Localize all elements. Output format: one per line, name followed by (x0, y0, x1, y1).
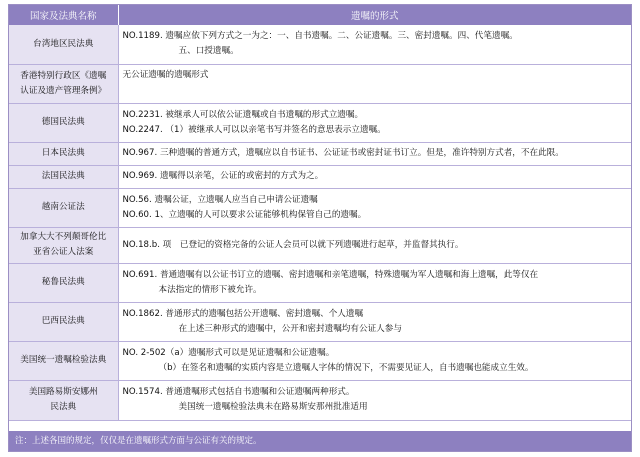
will-form-cell (118, 188, 631, 227)
will-form-text: 无公证遗嘱的遗嘱形式 (122, 69, 209, 80)
will-form-cell (118, 302, 631, 341)
will-form-text: 美国统一遗嘱检验法典未在路易斯安那州批准适用 (178, 402, 368, 412)
table-row (9, 25, 631, 64)
table-row (9, 103, 631, 142)
will-form-cell (118, 64, 631, 103)
country-name: 香港特别行政区《遗嘱 (20, 70, 107, 81)
will-form-text: 在上述三种形式的遗嘱中，公开和密封遗嘱均有公证人参与 (178, 323, 402, 334)
country-cell (9, 188, 118, 227)
country-name: 秘鲁民法典 (41, 277, 85, 287)
table-row (9, 380, 631, 420)
will-form-text: NO.18.b. 项 已登记的资格完备的公证人会员可以就下列遗嘱进行起草，并监督其执行。 (122, 239, 464, 250)
will-form-text: NO.967. 三种遗嘱的普通方式，遗嘱应以自书证书、公证证书或密封证书订立。但是，准许特别方式者，不在此限。 (122, 148, 564, 158)
country-name: 美国统一遗嘱检验法典 (20, 355, 107, 365)
table-footnote: 注：上述各国的规定，仅仅是在遗嘱形式方面与公证有关的规定。 (9, 431, 631, 451)
country-name: 民法典 (50, 402, 77, 412)
country-cell (9, 142, 118, 165)
will-form-text: NO.1189. 遗嘱应依下列方式之一为之：一、自书遗嘱。二、公证遗嘱。三、密封遗嘱。四、代笔遗嘱。 (122, 31, 518, 42)
will-form-cell (118, 165, 631, 188)
table-row (9, 188, 631, 227)
country-name: 越南公证法 (41, 202, 85, 212)
will-form-cell (118, 341, 631, 380)
table-header-row (9, 5, 631, 25)
will-form-text: NO.56. 遗嘱公证，立遗嘱人应当自己申请公证遗嘱 (122, 194, 318, 205)
country-name: 台湾地区民法典 (33, 38, 94, 49)
law-comparison-table (9, 5, 631, 421)
country-name: 亚省公证人法案 (33, 247, 94, 257)
will-form-text: NO.1574. 普通遗嘱形式包括自书遗嘱和公证遗嘱两种形式。 (122, 387, 355, 397)
country-name: 认证及遗产管理条例》 (20, 85, 107, 96)
will-form-text: （b）在签名和遗嘱的实质内容是立遗嘱人字体的情况下，不需要见证人，自书遗嘱也能成立生效。 (158, 362, 534, 373)
country-cell (9, 25, 118, 64)
table-row (9, 263, 631, 302)
will-form-text: NO. 2-502（a）遗嘱形式可以是见证遗嘱和公证遗嘱。 (122, 347, 335, 358)
will-form-text: 五、口授遗嘱。 (178, 46, 239, 57)
will-form-text: NO.1862. 普通形式的遗嘱包括公开遗嘱、密封遗嘱、个人遗嘱 (122, 308, 364, 319)
header-country-law: 国家及法典名称 (9, 5, 118, 25)
will-form-text: 本法指定的情形下被允许。 (158, 284, 262, 295)
country-cell (9, 165, 118, 188)
table-row (9, 142, 631, 165)
country-name: 巴西民法典 (41, 316, 85, 326)
country-cell (9, 263, 118, 302)
country-name: 日本民法典 (41, 148, 85, 158)
table-row (9, 341, 631, 380)
will-form-cell (118, 142, 631, 165)
country-cell (9, 227, 118, 263)
country-name: 法国民法典 (41, 171, 85, 181)
country-cell (9, 64, 118, 103)
country-cell (9, 103, 118, 142)
will-form-cell (118, 25, 631, 64)
table-row (9, 227, 631, 263)
will-form-cell (118, 227, 631, 263)
will-form-cell (118, 380, 631, 420)
country-name: 加拿大大不列颠哥伦比 (20, 232, 107, 242)
table-row (9, 64, 631, 103)
will-form-text: NO.2247. （1）被继承人可以以亲笔书写并签名的意思表示立遗嘱。 (122, 124, 386, 135)
will-form-text: NO.969. 遗嘱得以亲笔，公证的或密封的方式为之。 (122, 171, 324, 181)
country-cell (9, 380, 118, 420)
will-form-text: NO.691. 普通遗嘱有以公证书订立的遗嘱、密封遗嘱和亲笔遗嘱，特殊遗嘱为军人遗嘱和海上遗嘱，此等仅在 (122, 269, 539, 280)
will-form-text: NO.2231. 被继承人可以依公证遗嘱或自书遗嘱的形式立遗嘱。 (122, 109, 364, 120)
header-will-form: 遗嘱的形式 (118, 5, 631, 25)
will-form-text: NO.60. 1、立遗嘱的人可以要求公证能够机构保管自己的遗嘱。 (122, 209, 367, 220)
country-cell (9, 302, 118, 341)
country-name: 美国路易斯安娜州 (28, 387, 98, 397)
table-row (9, 165, 631, 188)
law-comparison-table-frame (8, 4, 632, 452)
will-form-cell (118, 103, 631, 142)
country-name: 德国民法典 (41, 117, 85, 127)
table-row (9, 302, 631, 341)
will-form-cell (118, 263, 631, 302)
country-cell (9, 341, 118, 380)
